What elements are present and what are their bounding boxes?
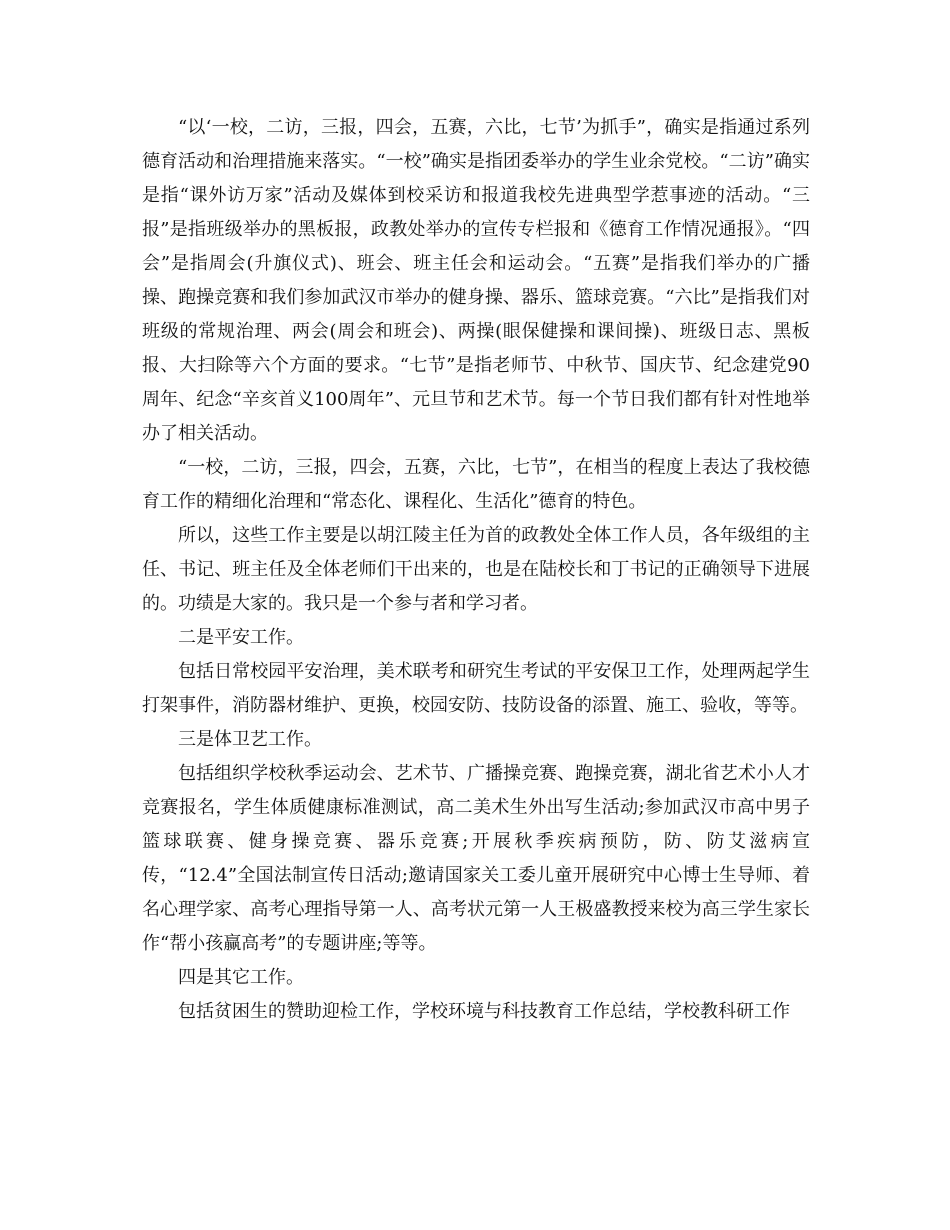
paragraph-sports-health-art: 包括组织学校秋季运动会、艺术节、广播操竞赛、跑操竞赛，湖北省艺术小人才竞赛报名，学生体质健康标准测试，高二美术生外出写生活动;参加武汉市高中男子篮球联赛、健身操竞赛、器乐竞赛;开展秋季疾病预防，防、防艾滋病宣传，“12.4”全国法制宣传日活动;邀请国家关工委儿童开展研究中心博士生导师、着名心理学家、高考心理指导第一人、高考状元第一人王极盛教授来校为高三学生家长作“帮小孩赢高考”的专题讲座;等等。 bbox=[142, 763, 810, 954]
section-heading-safety: 二是平安工作。 bbox=[178, 627, 304, 648]
paragraph-activities: “以‘一校，二访，三报，四会，五赛，六比，七节’为抓手”，确实是指通过系列德育活动和治理措施来落实。“一校”确实是指团委举办的学生业余党校。“二访”确实是指“课外访万家”活动及媒体到校采访和报道我校先进典型学惹事迹的活动。“三报”是指班级举办的黑板报，政教处举办的宣传专栏报和《德育工作情况通报》。“四会”是指周会(升旗仪式)、班会、班主任会和运动会。“五赛”是指我们举办的广播操、跑操竞赛和我们参加武汉市举办的健身操、器乐、篮球竞赛。“六比”是指我们对班级的常规治理、两会(周会和班会)、两操(眼保健操和课间操)、班级日志、黑板报、大扫除等六个方面的要求。“七节”是指老师节、中秋节、国庆节、纪念建党90周年、纪念“辛亥首义100周年”、元旦节和艺术节。每一个节日我们都有针对性地举办了相关活动。 bbox=[142, 117, 810, 444]
section-heading-sports-health-art: 三是体卫艺工作。 bbox=[178, 729, 322, 750]
section-heading-other: 四是其它工作。 bbox=[178, 967, 304, 988]
document-page bbox=[142, 111, 810, 1029]
paragraph-characteristics: “一校，二访，三报，四会，五赛，六比，七节”，在相当的程度上表达了我校德育工作的精细化治理和“常态化、课程化、生活化”德育的特色。 bbox=[142, 457, 810, 512]
paragraph-credit: 所以，这些工作主要是以胡江陵主任为首的政教处全体工作人员，各年级组的主任、书记、班主任及全体老师们干出来的，也是在陆校长和丁书记的正确领导下进展的。功绩是大家的。我只是一个参与者和学习者。 bbox=[142, 525, 810, 614]
paragraph-other: 包括贫困生的赞助迎检工作，学校环境与科技教育工作总结，学校教科研工作 bbox=[178, 1001, 790, 1022]
paragraph-safety: 包括日常校园平安治理，美术联考和研究生考试的平安保卫工作，处理两起学生打架事件，消防器材维护、更换，校园安防、技防设备的添置、施工、验收，等等。 bbox=[142, 661, 810, 716]
